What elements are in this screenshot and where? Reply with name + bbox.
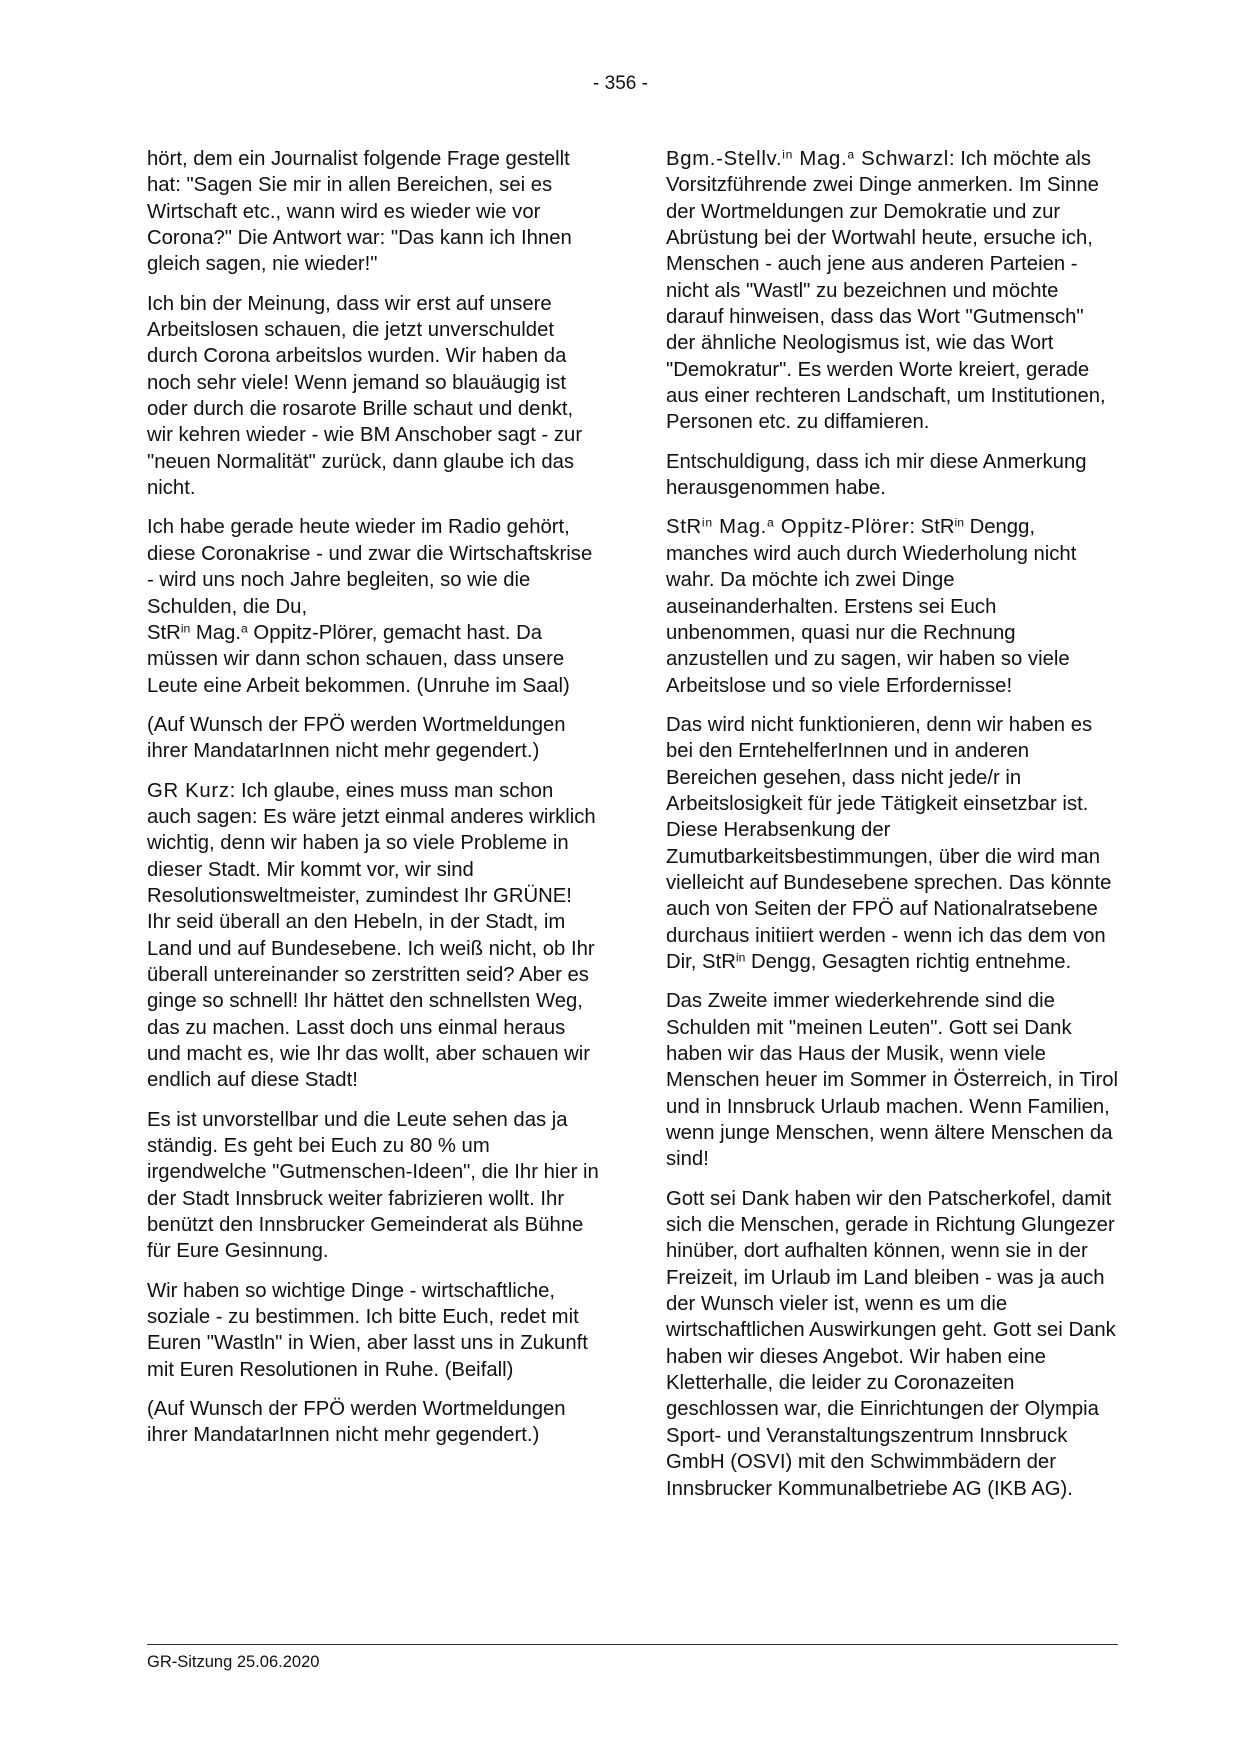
- footer-session-date: GR-Sitzung 25.06.2020: [147, 1653, 320, 1671]
- paragraph: Ich bin der Meinung, dass wir erst auf unsere Arbeitslosen schauen, die jetzt unverschuldet durch Corona arbeitslos wurden. Wir haben da noch sehr viele! Wenn jemand so blauäugig ist oder durch die rosarote Brille schaut und denkt, wir kehren wieder - wie BM Anschober sagt - zur "neuen Normalität" zurück, dann glaube ich das nicht.: [147, 292, 583, 500]
- paragraph-text: : StR$^{in}$ Dengg, manches wird auch durch Wiederholung nicht wahr. Da möchte ich zwei Dinge auseinanderhalten. Erstens sei Euch unbenommen, quasi nur die Rechnung anzustellen und zu sagen, wir haben so viele Arbeitslose und so viele Erfordernisse!: [666, 515, 1077, 697]
- paragraph-text: : Ich möchte als Vorsitzführende zwei Dinge anmerken. Im Sinne der Wortmeldungen zur Demokratie und zur Abrüstung bei der Wortwahl heute, ersuche ich, Menschen - auch jene aus anderen Parteien - nicht als "Wastl" zu bezeichnen und möchte darauf hinweisen, dass das Wort "Gutmensch" der ähnliche Neologismus ist, wie das Wort "Demokratur". Es werden Worte kreiert, gerade aus einer rechteren Landschaft, um Institutionen, Personen etc. zu diffamieren.: [666, 148, 1106, 434]
- paragraph: [147, 778, 599, 1094]
- paragraph: Es ist unvorstellbar und die Leute sehen das ja ständig. Es geht bei Euch zu 80 % um irgendwelche "Gutmenschen-Ideen", die Ihr hier in der Stadt Innsbruck weiter fabrizieren wollt. Ihr benützt den Innsbrucker Gemeinderat als Bühne für Eure Gesinnung.: [147, 1108, 599, 1263]
- right-column: [666, 146, 1118, 1515]
- paragraph: Das Zweite immer wiederkehrende sind die Schulden mit "meinen Leuten". Gott sei Dank haben wir das Haus der Musik, wenn viele Menschen heuer im Sommer in Österreich, in Tirol und in Innsbruck Urlaub machen. Wenn Familien, wenn junge Menschen, wenn ältere Menschen da sind!: [666, 990, 1118, 1171]
- paragraph-text: : Ich glaube, eines muss man schon auch sagen: Es wäre jetzt einmal anderes wirklich wichtig, denn wir haben ja so viele Probleme in dieser Stadt. Mir kommt vor, wir sind Resolutionsweltmeister, zumindest Ihr GRÜNE! Ihr seid überall an den Hebeln, in der Stadt, im Land und auf Bundesebene. Ich weiß nicht, ob Ihr überall untereinander so zerstritten seid? Aber es ginge so schnell! Ihr hättet den schnellsten Weg, das zu machen. Lasst doch uns einmal heraus und macht es, wie Ihr das wollt, aber schauen wir endlich auf diese Stadt!: [147, 779, 596, 1092]
- footer-divider: [147, 1644, 1118, 1645]
- paragraph: Das wird nicht funktionieren, denn wir haben es bei den ErntehelferInnen und in anderen Bereichen gesehen, dass nicht jede/r in Arbeitslosigkeit für jede Tätigkeit einsetzbar ist. Diese Herabsenkung der Zumutbarkeitsbestimmungen, über die wird man vielleicht auf Bundesebene sprechen. Das könnte auch von Seiten der FPÖ auf Nationalratsebene durchaus initiiert werden - wenn ich das dem von Dir, StR$^{in}$ Dengg, Gesagten richtig entnehme.: [666, 713, 1112, 973]
- paragraph-text: Ich habe gerade heute wieder im Radio gehört, diese Coronakrise - und zwar die Wirtschaftskrise - wird uns noch Jahre begleiten, so wie die Schulden, die Du,: [147, 516, 593, 618]
- paragraph-text: , gemacht hast. Da müssen wir dann schon schauen, dass unsere Leute eine Arbeit bekommen. (Unruhe im Saal): [147, 621, 570, 697]
- paragraph: hört, dem ein Journalist folgende Frage gestellt hat: "Sagen Sie mir in allen Bereichen, sei es Wirtschaft etc., wann wird es wieder wie vor Corona?" Die Antwort war: "Das kann ich Ihnen gleich sagen, nie wieder!": [147, 148, 572, 276]
- speaker-name: GR Kurz: [147, 779, 230, 802]
- paragraph: Wir haben so wichtige Dinge - wirtschaftliche, soziale - zu bestimmen. Ich bitte Euch, redet mit Euren "Wastln" in Wien, aber lasst uns in Zukunft mit Euren Resolutionen in Ruhe. (Beifall): [147, 1279, 588, 1381]
- paragraph: (Auf Wunsch der FPÖ werden Wortmeldungen ihrer MandatarInnen nicht mehr gegendert.): [147, 1398, 566, 1447]
- paragraph: Entschuldigung, dass ich mir diese Anmerkung herausgenommen habe.: [666, 450, 1087, 500]
- speaker-name: Bgm.-Stellv.$^{in}$ Mag.$^a$ Schwarzl: [666, 147, 950, 170]
- speaker-name: StR$^{in}$ Mag.$^a$ Oppitz-Plörer: [666, 515, 910, 539]
- person-name: StR$^{in}$ Mag.$^a$ Oppitz-Plörer: [147, 621, 372, 644]
- paragraph: [666, 146, 1118, 436]
- paragraph: Gott sei Dank haben wir den Patscherkofel, damit sich die Menschen, gerade in Richtung Glungezer hinüber, dort aufhalten können, wenn sie in der Freizeit, im Urlaub im Land bleiben - was ja auch der Wunsch vieler ist, wenn es um die wirtschaftlichen Auswirkungen geht. Gott sei Dank haben wir dieses Angebot. Wir haben eine Kletterhalle, die leider zu Coronazeiten geschlossen war, die Einrichtungen der Olympia Sport- und Veranstaltungszentrum Innsbruck GmbH (OSVI) mit den Schwimmbädern der Innsbrucker Kommunalbetriebe AG (IKB AG).: [666, 1187, 1116, 1500]
- paragraph: [666, 514, 1118, 698]
- paragraph: (Auf Wunsch der FPÖ werden Wortmeldungen ihrer MandatarInnen nicht mehr gegendert.): [147, 713, 566, 763]
- paragraph: [147, 514, 599, 698]
- page-number: - 356 -: [593, 73, 648, 94]
- left-column: [147, 146, 599, 1462]
